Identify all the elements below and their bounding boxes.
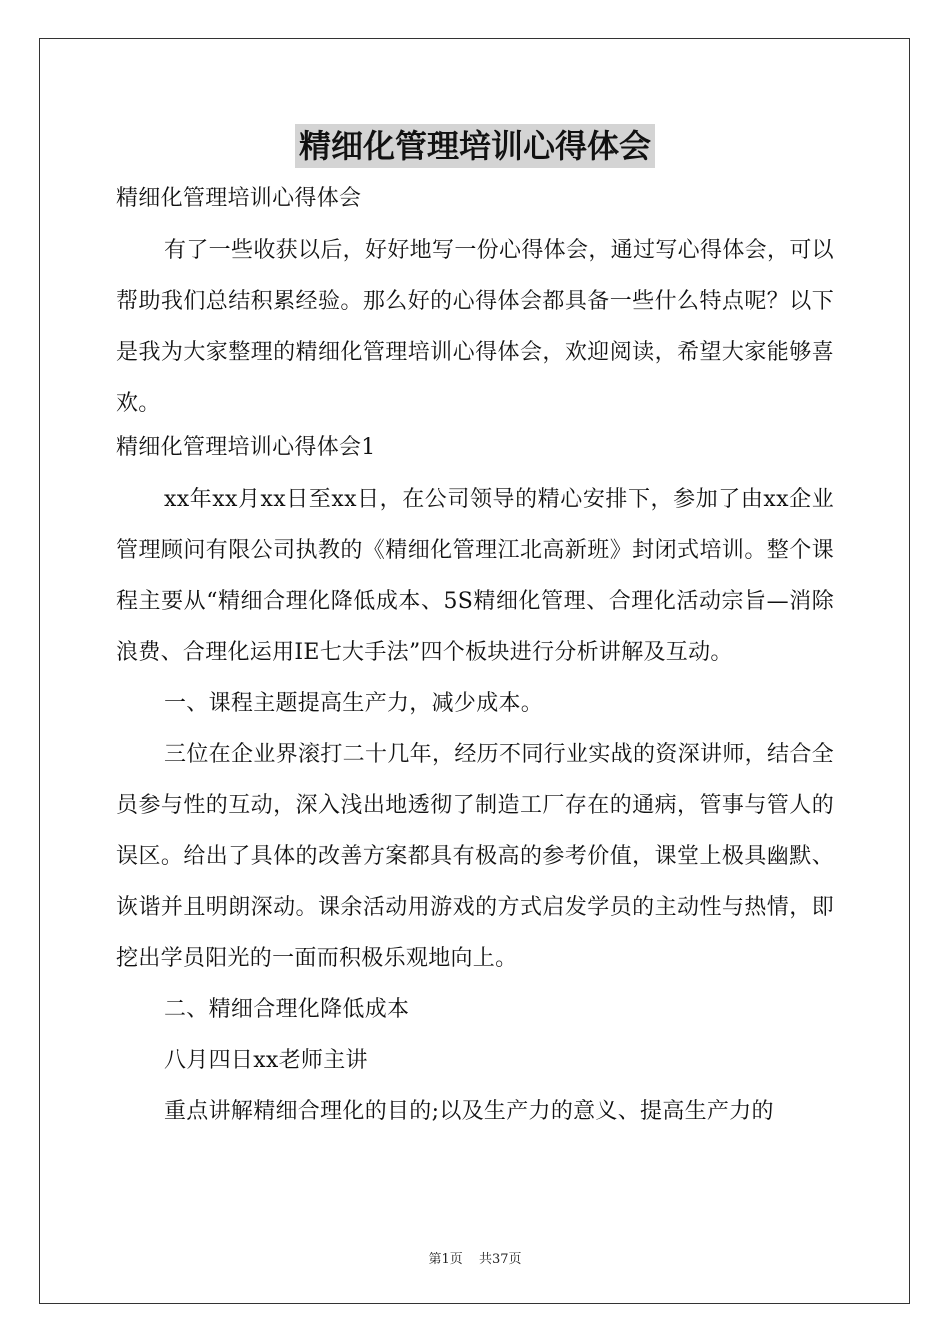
- paragraph: 有了一些收获以后，好好地写一份心得体会，通过写心得体会，可以帮助我们总结积累经验。那么好的心得体会都具备一些什么特点呢？以下是我为大家整理的精细化管理培训心得体会，欢迎阅读，希望大家能够喜欢。: [116, 238, 834, 416]
- paragraph: 二、精细合理化降低成本: [164, 997, 410, 1022]
- paragraph: 一、课程主题提高生产力，减少成本。: [164, 691, 544, 716]
- page-total: 共37页: [478, 1252, 522, 1267]
- paragraph: 八月四日xx老师主讲: [164, 1048, 368, 1073]
- paragraph: 三位在企业界滚打二十几年，经历不同行业实战的资深讲师，结合全员参与性的互动，深入浅出地透彻了制造工厂存在的通病，管事与管人的误区。给出了具体的改善方案都具有极高的参考价值，课堂上极具幽默、诙谐并且明朗深动。课余活动用游戏的方式启发学员的主动性与热情，即挖出学员阳光的一面而积极乐观地向上。: [116, 742, 834, 971]
- paragraph: xx年xx月xx日至xx日，在公司领导的精心安排下，参加了由xx企业管理顾问有限公司执教的《精细化管理江北高新班》封闭式培训。整个课程主要从“精细合理化降低成本、5S精细化管理、合理化活动宗旨—消除浪费、合理化运用IE七大手法”四个板块进行分析讲解及互动。: [116, 487, 834, 665]
- document-body: [116, 180, 834, 1137]
- document-title: [0, 124, 950, 168]
- document-title-text: 精细化管理培训心得体会: [295, 124, 655, 168]
- paragraph: 重点讲解精细合理化的目的;以及生产力的意义、提高生产力的: [164, 1099, 774, 1124]
- page-footer: [0, 1248, 950, 1267]
- page-number: 第1页: [428, 1252, 463, 1267]
- paragraph: 精细化管理培训心得体会: [116, 186, 362, 211]
- paragraph: 精细化管理培训心得体会1: [116, 435, 376, 460]
